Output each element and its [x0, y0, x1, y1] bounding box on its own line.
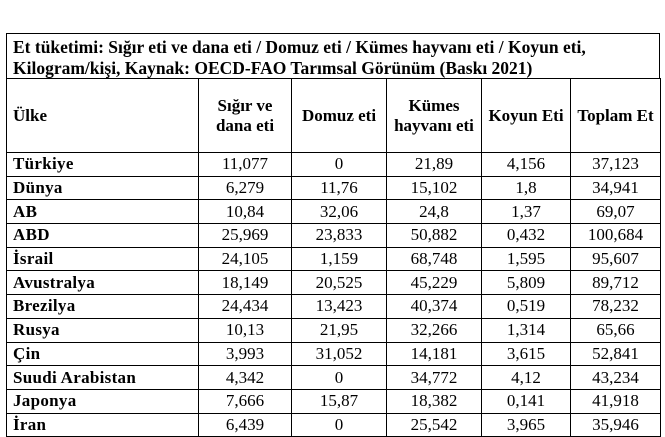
cell-country: İran — [7, 413, 199, 437]
cell-poultry: 50,882 — [387, 224, 482, 248]
cell-pork: 11,76 — [292, 176, 387, 200]
cell-poultry: 40,374 — [387, 295, 482, 319]
table-row — [7, 342, 661, 366]
cell-poultry: 18,382 — [387, 389, 482, 413]
table-row — [7, 389, 661, 413]
cell-sheep: 1,314 — [482, 318, 571, 342]
cell-sheep: 4,12 — [482, 366, 571, 390]
cell-beef: 4,342 — [199, 366, 292, 390]
table-row — [7, 366, 661, 390]
cell-total: 41,918 — [571, 389, 661, 413]
cell-beef: 6,279 — [199, 176, 292, 200]
cell-total: 100,684 — [571, 224, 661, 248]
header-country: Ülke — [7, 79, 199, 153]
cell-pork: 31,052 — [292, 342, 387, 366]
cell-sheep: 4,156 — [482, 153, 571, 177]
cell-poultry: 32,266 — [387, 318, 482, 342]
cell-poultry: 68,748 — [387, 247, 482, 271]
table-row — [7, 224, 661, 248]
cell-total: 78,232 — [571, 295, 661, 319]
cell-country: Dünya — [7, 176, 199, 200]
cell-total: 69,07 — [571, 200, 661, 224]
table-row — [7, 200, 661, 224]
cell-sheep: 1,595 — [482, 247, 571, 271]
header-poultry: Kümes hayvanı eti — [387, 79, 482, 153]
cell-pork: 0 — [292, 413, 387, 437]
cell-total: 43,234 — [571, 366, 661, 390]
cell-beef: 25,969 — [199, 224, 292, 248]
table-row — [7, 153, 661, 177]
cell-poultry: 21,89 — [387, 153, 482, 177]
cell-country: Suudi Arabistan — [7, 366, 199, 390]
cell-pork: 13,423 — [292, 295, 387, 319]
cell-country: Türkiye — [7, 153, 199, 177]
cell-pork: 32,06 — [292, 200, 387, 224]
cell-country: Rusya — [7, 318, 199, 342]
cell-sheep: 0,432 — [482, 224, 571, 248]
cell-sheep: 1,37 — [482, 200, 571, 224]
header-row — [7, 79, 661, 153]
cell-country: Japonya — [7, 389, 199, 413]
cell-sheep: 5,809 — [482, 271, 571, 295]
cell-sheep: 0,519 — [482, 295, 571, 319]
cell-beef: 10,84 — [199, 200, 292, 224]
cell-country: Avustralya — [7, 271, 199, 295]
meat-consumption-table-container — [6, 33, 660, 437]
cell-beef: 3,993 — [199, 342, 292, 366]
cell-pork: 0 — [292, 153, 387, 177]
cell-pork: 20,525 — [292, 271, 387, 295]
cell-total: 35,946 — [571, 413, 661, 437]
cell-beef: 24,434 — [199, 295, 292, 319]
table-row — [7, 247, 661, 271]
cell-sheep: 3,965 — [482, 413, 571, 437]
cell-pork: 15,87 — [292, 389, 387, 413]
header-beef: Sığır ve dana eti — [199, 79, 292, 153]
cell-pork: 0 — [292, 366, 387, 390]
cell-pork: 21,95 — [292, 318, 387, 342]
cell-beef: 11,077 — [199, 153, 292, 177]
cell-poultry: 45,229 — [387, 271, 482, 295]
cell-total: 34,941 — [571, 176, 661, 200]
cell-country: ABD — [7, 224, 199, 248]
cell-country: İsrail — [7, 247, 199, 271]
cell-beef: 18,149 — [199, 271, 292, 295]
cell-total: 52,841 — [571, 342, 661, 366]
table-row — [7, 318, 661, 342]
header-sheep: Koyun Eti — [482, 79, 571, 153]
cell-sheep: 3,615 — [482, 342, 571, 366]
cell-pork: 23,833 — [292, 224, 387, 248]
header-pork: Domuz eti — [292, 79, 387, 153]
cell-pork: 1,159 — [292, 247, 387, 271]
cell-beef: 6,439 — [199, 413, 292, 437]
table-row — [7, 413, 661, 437]
cell-beef: 24,105 — [199, 247, 292, 271]
cell-beef: 10,13 — [199, 318, 292, 342]
cell-total: 65,66 — [571, 318, 661, 342]
cell-poultry: 25,542 — [387, 413, 482, 437]
cell-sheep: 0,141 — [482, 389, 571, 413]
table-row — [7, 176, 661, 200]
cell-total: 89,712 — [571, 271, 661, 295]
cell-country: Brezilya — [7, 295, 199, 319]
table-row — [7, 271, 661, 295]
cell-poultry: 15,102 — [387, 176, 482, 200]
cell-sheep: 1,8 — [482, 176, 571, 200]
cell-country: Çin — [7, 342, 199, 366]
cell-total: 37,123 — [571, 153, 661, 177]
cell-country: AB — [7, 200, 199, 224]
table-row — [7, 295, 661, 319]
cell-poultry: 14,181 — [387, 342, 482, 366]
table-body — [7, 153, 661, 437]
header-total: Toplam Et — [571, 79, 661, 153]
cell-total: 95,607 — [571, 247, 661, 271]
cell-beef: 7,666 — [199, 389, 292, 413]
meat-consumption-table — [6, 78, 661, 437]
cell-poultry: 24,8 — [387, 200, 482, 224]
table-title: Et tüketimi: Sığır eti ve dana eti / Domuz eti / Kümes hayvanı eti / Koyun eti, Kilogram/kişi, Kaynak: OECD-FAO Tarımsal Görünüm (Baskı 2021) — [6, 33, 660, 78]
cell-poultry: 34,772 — [387, 366, 482, 390]
